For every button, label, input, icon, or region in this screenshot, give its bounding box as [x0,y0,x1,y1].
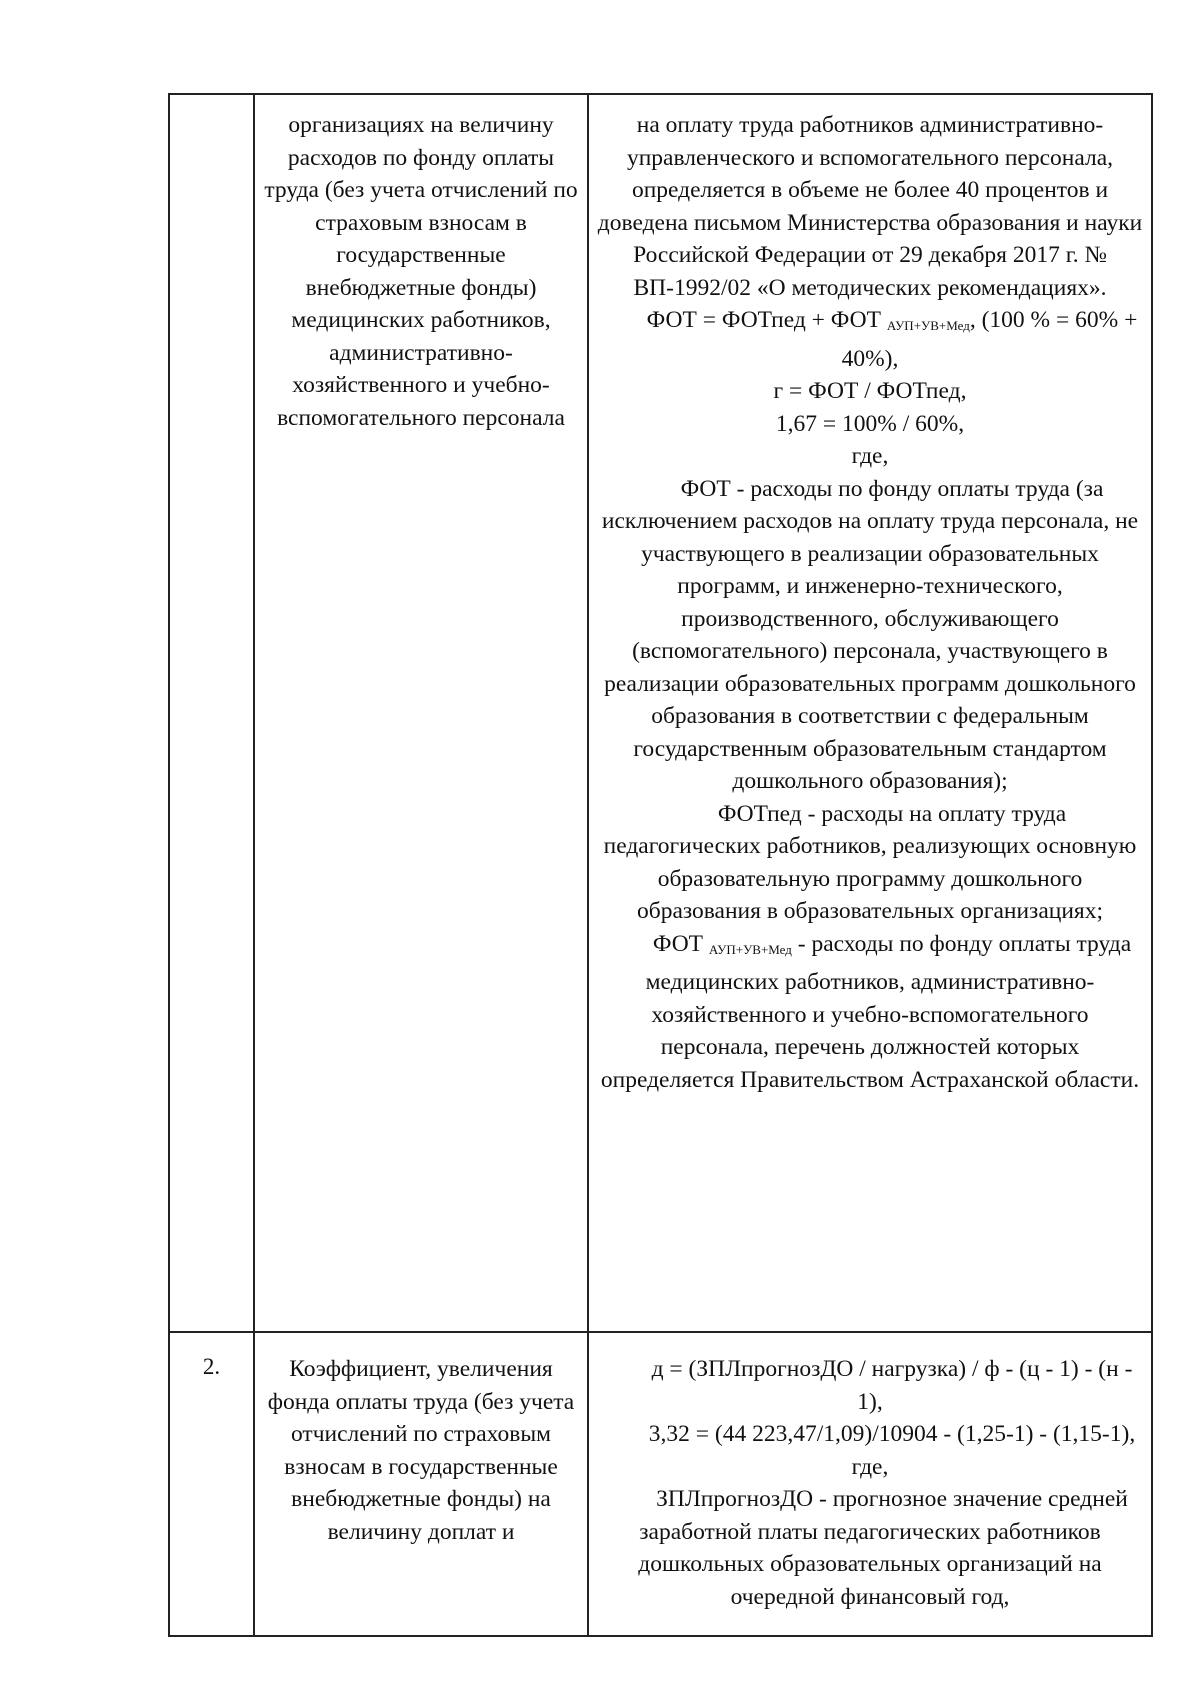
definition-paragraph: ЗПЛпрогнозДО - прогнозное значение средней заработной платы педагогических работников дошкольных образовательных организаций на очередной финансовый год, [638,1486,1128,1610]
row-number-cell [169,94,254,1332]
formula-line: где, [851,443,889,469]
formula-subscript: АУП+УВ+Мед [886,318,970,333]
table-row [169,1332,1152,1636]
definition-text: ФОТ [652,930,709,957]
formula-line: д = (ЗПЛпрогнозДО / нагрузка) / ф - (ц - 1) - (н - 1), [651,1356,1133,1415]
description-paragraph: на оплату труда работников административно-управленческого и вспомогательного персонала, определяется в объеме не более 40 процентов и доведена письмом Министерства образования и науки Российской Федерации от 29 декабря 2017 г. № ВП-1992/02 «О методических рекомендациях». [597,112,1143,301]
calculation-cell [588,94,1152,1332]
formula-text: ФОТ = ФОТпед + ФОТ [646,307,887,333]
indicator-name-cell: Коэффициент, увеличения фонда оплаты труда (без учета отчислений по страховым взносам в государственные внебюджетные фонды) на величину доплат и [254,1332,588,1636]
definition-subscript: АУП+УВ+Мед [708,941,792,957]
formula-line: 3,32 = (44 223,47/1,09)/10904 - (1,25-1) - (1,15-1), где, [648,1421,1136,1480]
row-number-cell: 2. [169,1332,254,1636]
definition-paragraph: ФОТ - расходы по фонду оплаты труда (за исключением расходов на оплату труда персонала, не участвующего в реализации образовательных программ, и инженерно-технического, производственного, обслуживающего (вспомогательного) персонала, участвующего в реализации образовательных программ дошкольного образования в соответствии с федеральным государственным образовательным стандартом дошкольного образования); [601,475,1139,794]
definition-paragraph: ФОТпед - расходы на оплату труда педагогических работников, реализующих основную образовательную программу дошкольного образования в образовательных организациях; [603,800,1137,924]
formula-line: 1,67 = 100% / 60%, [775,410,965,437]
table-row [169,94,1152,1332]
formula-text: , (100 % = 60% + 40%), [841,307,1138,372]
formula-line [597,304,1143,375]
definition-paragraph [597,928,1143,1097]
formula-line: г = ФОТ / ФОТпед, [773,378,967,404]
norms-table [168,93,1153,1637]
calculation-cell [588,1332,1152,1636]
definition-text: - расходы по фонду оплаты труда медицинских работников, административно-хозяйственного и учебно-вспомогательного персонала, перечень должностей которых определяется Правительством Астраханской области. [600,930,1140,1093]
indicator-name-cell: организациях на величину расходов по фонду оплаты труда (без учета отчислений по страховым взносам в государственные внебюджетные фонды) медицинских работников, административно-хозяйственного и учебно-вспомогательного персонала [254,94,588,1332]
